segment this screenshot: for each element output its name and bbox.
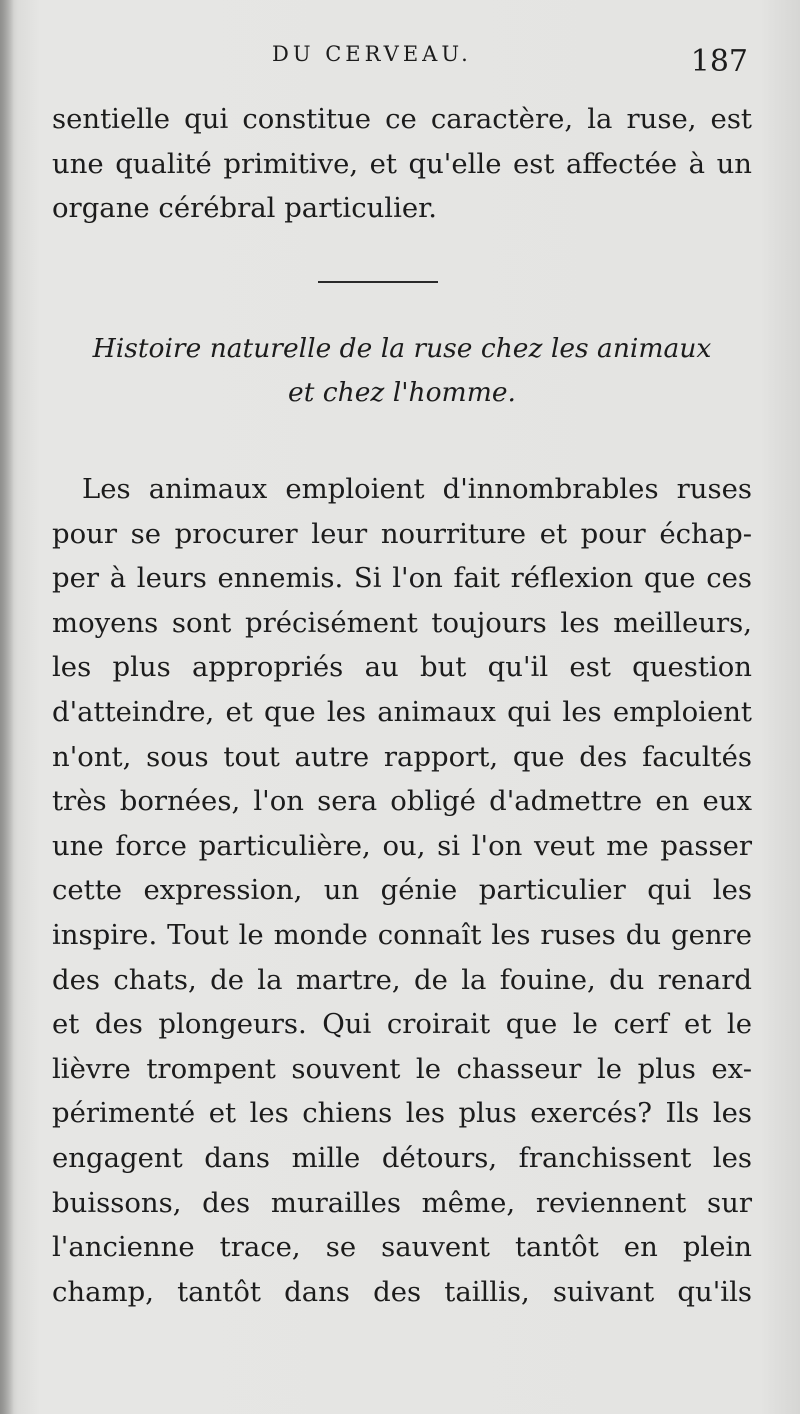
- page-gutter-shadow: [0, 0, 14, 1414]
- text-line: engagent dans mille détours, franchissent les: [52, 1141, 752, 1174]
- text-line: des chats, de la martre, de la fouine, du renard: [52, 963, 752, 996]
- text-line: champ, tantôt dans des taillis, suivant qu'ils: [52, 1275, 752, 1308]
- section-heading: [52, 327, 752, 415]
- text-line: et des plongeurs. Qui croirait que le cerf et le: [52, 1008, 752, 1041]
- text-line: organe cérébral particulier.: [52, 192, 438, 225]
- text-line: une force particulière, ou, si l'on veut me passer: [52, 829, 752, 862]
- text-line: Les animaux emploient d'innombrables ruses: [82, 473, 752, 505]
- text-line: lièvre trompent souvent le chasseur le plus ex-: [52, 1052, 752, 1085]
- text-line: n'ont, sous tout autre rapport, que des facultés: [52, 740, 752, 773]
- paragraph-continued: [52, 97, 752, 231]
- text-line: inspire. Tout le monde connaît les ruses du genre: [52, 918, 752, 951]
- text-line: cette expression, un génie particulier qui les: [52, 874, 752, 907]
- heading-line: Histoire naturelle de la ruse chez les animaux: [92, 333, 712, 364]
- text-line: très bornées, l'on sera obligé d'admettre en eux: [52, 785, 752, 818]
- heading-line: et chez l'homme.: [288, 377, 516, 408]
- running-head: DU CERVEAU.: [272, 42, 472, 66]
- text-line: périmenté et les chiens les plus exercés? Ils les: [52, 1097, 752, 1130]
- text-line: buissons, des murailles même, reviennent sur: [52, 1186, 752, 1219]
- text-line: les plus appropriés au but qu'il est question: [52, 651, 752, 684]
- page-number: 187: [690, 44, 748, 79]
- text-line: l'ancienne trace, se sauvent tantôt en plein: [52, 1231, 752, 1264]
- text-line: d'atteindre, et que les animaux qui les emploient: [52, 695, 752, 728]
- text-line: pour se procurer leur nourriture et pour échap-: [52, 517, 752, 550]
- paragraph-main: [52, 467, 752, 1314]
- text-line: moyens sont précisément toujours les meilleurs,: [52, 606, 752, 639]
- section-divider: [318, 281, 438, 283]
- text-line: per à leurs ennemis. Si l'on fait réflexion que ces: [52, 562, 752, 595]
- text-line: une qualité primitive, et qu'elle est affectée à un: [52, 147, 752, 180]
- text-line: sentielle qui constitue ce caractère, la ruse, est: [52, 103, 752, 135]
